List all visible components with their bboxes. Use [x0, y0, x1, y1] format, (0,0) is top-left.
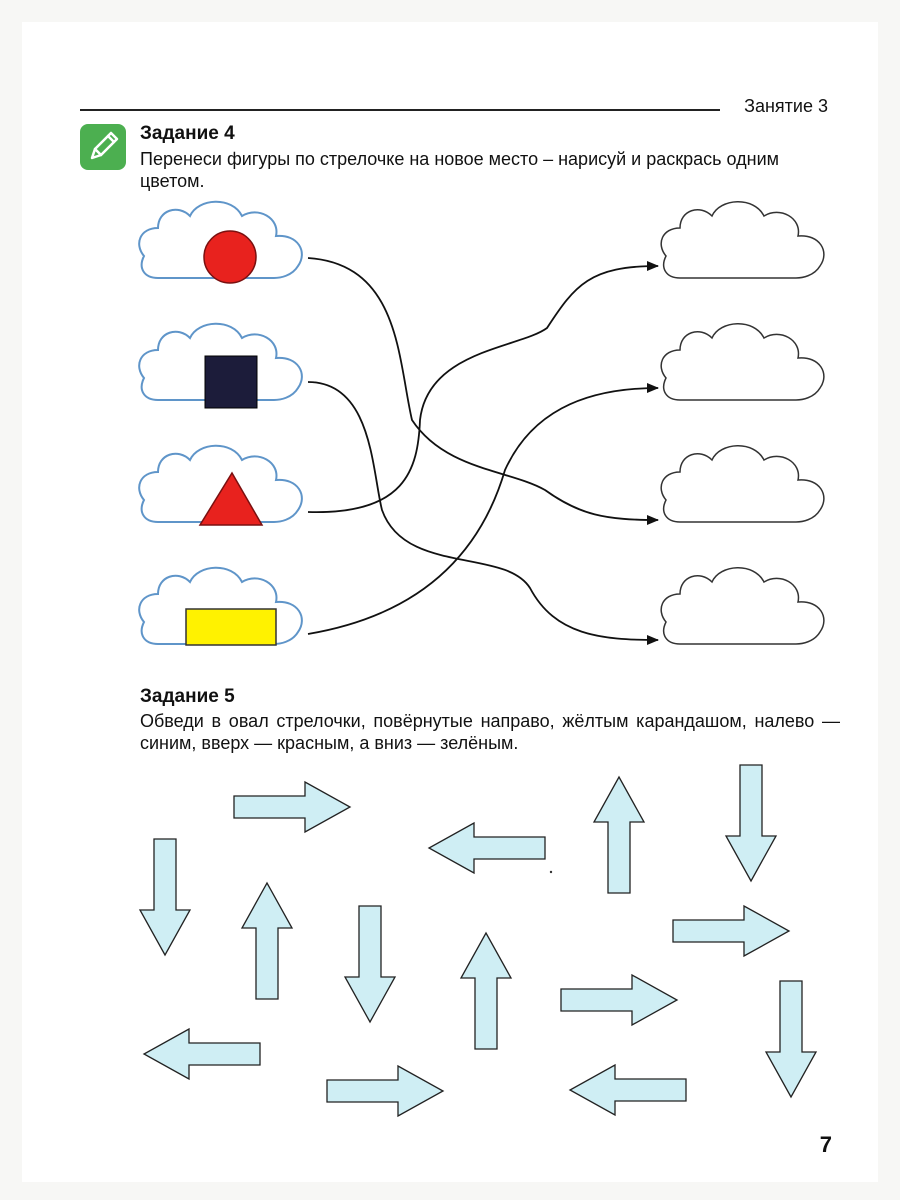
task5-title: Задание 5	[140, 686, 235, 707]
arrow-down-4	[726, 765, 776, 881]
arrow-right-10	[561, 975, 677, 1025]
arrow-up-6	[242, 883, 292, 999]
arrow-right-12	[327, 1066, 443, 1116]
arrow-down-7	[345, 906, 395, 1022]
arrow-down-5	[140, 839, 190, 955]
task5-text: Обведи в овал стрелочки, повёрнутые направо, жёлтым карандашом, налево — синим, вверх — красным, а вниз — зелёным.	[140, 711, 840, 753]
arrow-up-3	[594, 777, 644, 893]
stray-dot	[550, 871, 552, 873]
page-number: 7	[819, 1132, 832, 1157]
arrow-right-9	[673, 906, 789, 956]
arrow-right-1	[234, 782, 350, 832]
task4-text: Перенеси фигуры по стрелочке на новое место – нарисуй и раскрась одним цветом.	[140, 149, 780, 191]
arrow-left-13	[570, 1065, 686, 1115]
arrow-down-14	[766, 981, 816, 1097]
arrow-left-2	[429, 823, 545, 873]
arrow-up-8	[461, 933, 511, 1049]
arrow-left-11	[144, 1029, 260, 1079]
task4-title: Задание 4	[140, 123, 235, 144]
lesson-label: Занятие 3	[744, 96, 828, 116]
